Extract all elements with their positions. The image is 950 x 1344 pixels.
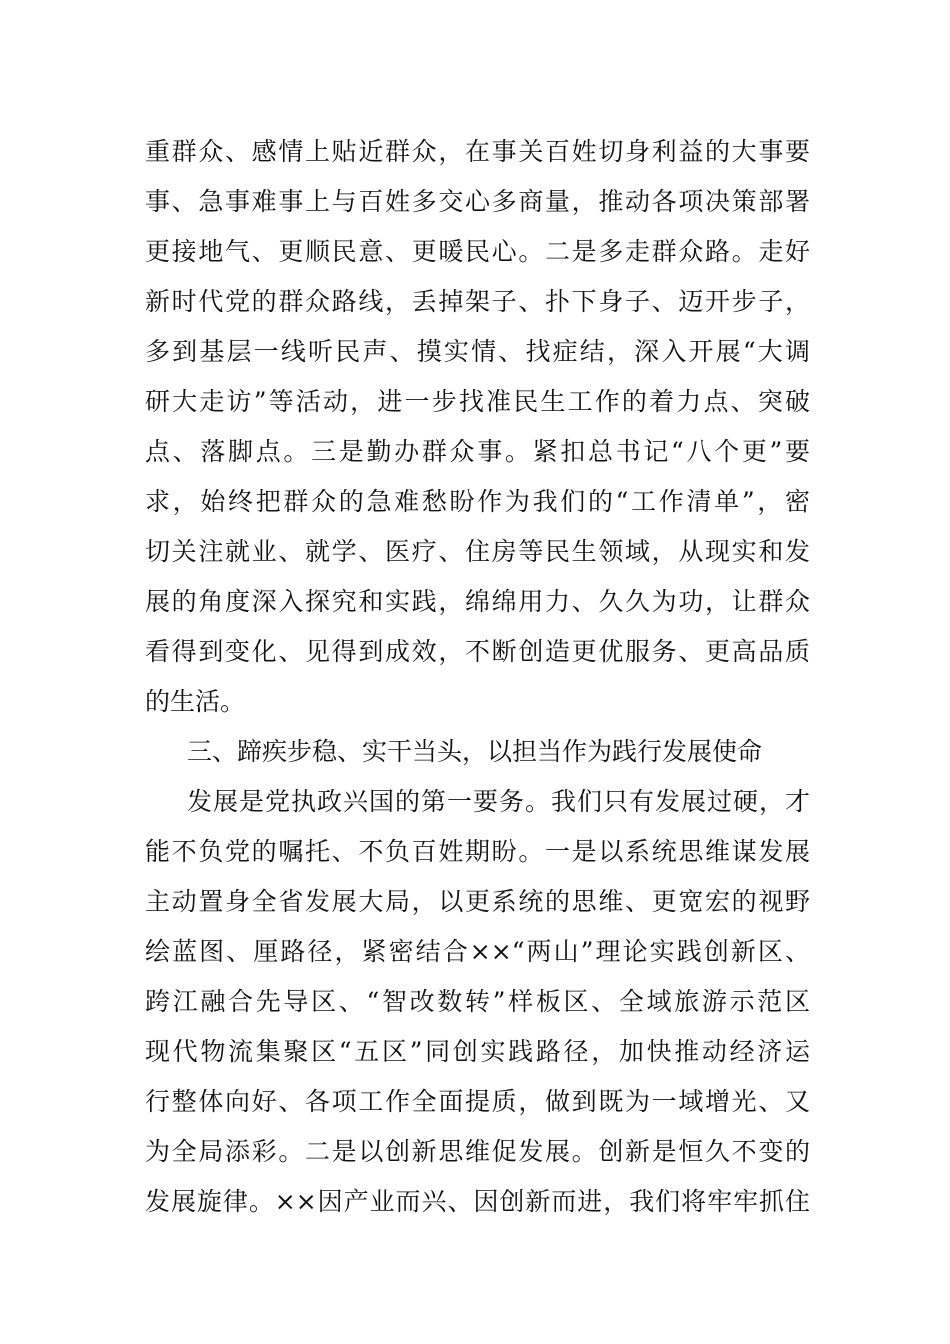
paragraph-line: 的生活。	[145, 687, 246, 716]
paragraph-line: 多到基层一线听民声、摸实情、找症结，深入开展“大调	[145, 337, 810, 366]
paragraph-line: 求，始终把群众的急难愁盼作为我们的“工作清单”，密	[145, 487, 810, 516]
paragraph-line: 现代物流集聚区“五区”同创实践路径，加快推动经济运	[145, 1037, 810, 1066]
paragraph-line: 看得到变化、见得到成效，不断创造更优服务、更高品质	[145, 637, 810, 666]
paragraph-line: 新时代党的群众路线，丢掉架子、扑下身子、迈开步子，	[145, 287, 810, 316]
paragraph-line: 点、落脚点。三是勤办群众事。紧扣总书记“八个更”要	[145, 437, 810, 466]
paragraph-line: 发展旋律。××因产业而兴、因创新而进，我们将牢牢抓住	[145, 1187, 810, 1216]
paragraph-line: 主动置身全省发展大局，以更系统的思维、更宽宏的视野	[145, 887, 810, 916]
paragraph-line: 跨江融合先导区、“智改数转”样板区、全域旅游示范区	[145, 987, 810, 1016]
section-heading: 三、蹄疾步稳、实干当头，以担当作为践行发展使命	[187, 737, 763, 766]
paragraph-line: 事、急事难事上与百姓多交心多商量，推动各项决策部署	[145, 187, 810, 216]
paragraph-line: 绘蓝图、厘路径，紧密结合××“两山”理论实践创新区、	[145, 937, 810, 966]
paragraph-line: 展的角度深入探究和实践，绵绵用力、久久为功，让群众	[145, 587, 810, 616]
paragraph-line: 行整体向好、各项工作全面提质，做到既为一域增光、又	[145, 1087, 810, 1116]
paragraph-line: 为全局添彩。二是以创新思维促发展。创新是恒久不变的	[145, 1137, 810, 1166]
paragraph-line: 发展是党执政兴国的第一要务。我们只有发展过硬，才	[187, 787, 810, 816]
paragraph-line: 研大走访”等活动，进一步找准民生工作的着力点、突破	[145, 387, 810, 416]
paragraph-line: 能不负党的嘱托、不负百姓期盼。一是以系统思维谋发展	[145, 837, 810, 866]
paragraph-line: 更接地气、更顺民意、更暖民心。二是多走群众路。走好	[145, 237, 810, 266]
paragraph-line: 切关注就业、就学、医疗、住房等民生领域，从现实和发	[145, 537, 810, 566]
paragraph-line: 重群众、感情上贴近群众，在事关百姓切身利益的大事要	[145, 137, 810, 166]
